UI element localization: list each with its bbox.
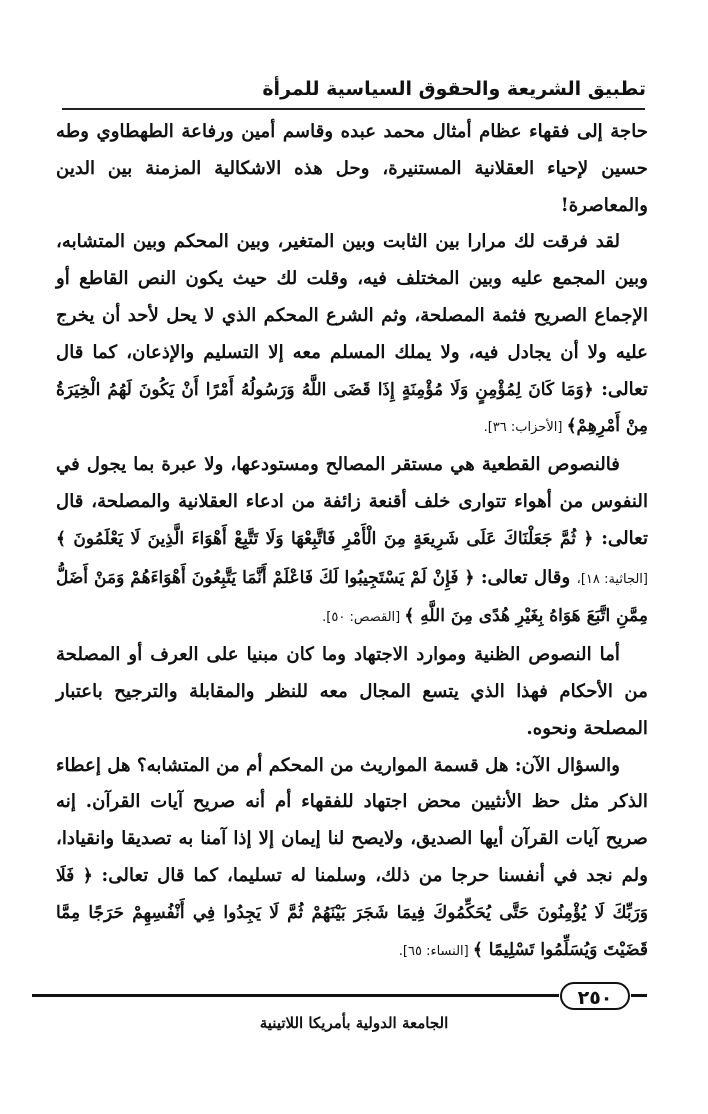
paragraph-3-connector: وقال تعالى: <box>474 566 577 588</box>
paragraph-5 <box>56 748 648 971</box>
verse-reference-jathiya: [الجاثية: ١٨]، <box>576 571 648 587</box>
quran-verse-ahzab: ﴿وَمَا كَانَ لِمُؤْمِنٍ وَلَا مُؤْمِنَةٍ إِذَا قَضَى اللَّهُ وَرَسُولُهُ أَمْرًا أَنْ يَكُونَ لَهُمُ الْخِيَرَةُ مِنْ أَمْرِهِمْ﴾ <box>56 379 648 437</box>
paragraph-2-text: لقد فرقت لك مرارا بين الثابت وبين المتغير، وبين المحكم وبين المتشابه، وبين المجمع عليه وبين المختلف فيه، وقلت لك حيث يكون النص القاطع أو الإجماع الصريح فثمة المصلحة، وثم الشرع المحكم الذي لا يحل لأحد أن يخرج عليه ولا أن يجادل فيه، ولا يملك المسلم معه إلا التسليم والإذعان، كما قال تعالى: <box>56 231 648 400</box>
verse-reference-ahzab: [الأحزاب: ٣٦]. <box>483 420 567 436</box>
footer-rule-right <box>631 994 647 997</box>
body-text <box>56 114 648 970</box>
paragraph-3-text: فالنصوص القطعية هي مستقر المصالح ومستودعها، ولا عبرة بما يجول في النفوس من أهواء تتوارى خلف أقنعة زائفة من ادعاء العقلانية والمصلحة، قال تعالى: <box>56 454 649 549</box>
quran-verse-jathiya: ﴿ ثُمَّ جَعَلْنَاكَ عَلَى شَرِيعَةٍ مِنَ الْأَمْرِ فَاتَّبِعْهَا وَلَا تَتَّبِعْ أَهْوَاءَ الَّذِينَ لَا يَعْلَمُونَ ﴾ <box>56 528 594 549</box>
running-header-title: تطبيق الشريعة والحقوق السياسية للمرأة <box>262 78 646 100</box>
verse-reference-qasas: [القصص: ٥٠]. <box>322 610 405 626</box>
verse-reference-nisa: [النساء: ٦٥]. <box>398 943 473 959</box>
paragraph-2 <box>56 224 648 447</box>
quran-verse-nisa: ﴿ فَلَا وَرَبِّكَ لَا يُؤْمِنُونَ حَتَّى يُحَكِّمُوكَ فِيمَا شَجَرَ بَيْنَهُمْ ثُمَّ لَا يَجِدُوا فِي أَنْفُسِهِمْ حَرَجًا مِمَّا قَضَيْتَ وَيُسَلِّمُوا تَسْلِيمًا ﴾ <box>56 865 648 960</box>
publisher-footer: الجامعة الدولية بأمريكا اللاتينية <box>259 1014 449 1032</box>
quran-verse-qasas: ﴿ فَإِنْ لَمْ يَسْتَجِيبُوا لَكَ فَاعْلَمْ أَنَّمَا يَتَّبِعُونَ أَهْوَاءَهُمْ وَمَنْ أَضَلُّ مِمَّنِ اتَّبَعَ هَوَاهُ بِغَيْرِ هُدًى مِنَ اللَّهِ ﴾ <box>56 567 648 627</box>
paragraph-3 <box>56 447 648 637</box>
paragraph-5-text: والسؤال الآن: هل قسمة المواريث من المحكم أم من المتشابه؟ هل إعطاء الذكر مثل حظ الأنثيين محض اجتهاد للفقهاء أم أنه صريح آيات القرآن. إنه صريح آيات القرآن أيها الصديق، ولايصح لنا إيمان إلا إذا آمنا به تصديقا وانقيادا، ولم نجد في أنفسنا حرجا من ذلك، وسلمنا له تسليما، كما قال تعالى: <box>56 754 648 886</box>
paragraph-4: أما النصوص الظنية وموارد الاجتهاد وما كان مبنيا على العرف أو المصلحة من الأحكام فهذا الذي يتسع المجال معه للنظر والمقابلة والترجيح باعتبار المصلحة ونحوه. <box>56 644 648 739</box>
header-rule <box>62 108 645 110</box>
footer-rule-left <box>32 994 559 997</box>
paragraph-1: حاجة إلى فقهاء عظام أمثال محمد عبده وقاسم أمين ورفاعة الطهطاوي وطه حسين لإحياء العقلانية المستنيرة، وحل هذه الاشكالية المزمنة بين الدين والمعاصرة! <box>56 121 648 216</box>
page-number: ٢٥٠ <box>560 982 630 1010</box>
